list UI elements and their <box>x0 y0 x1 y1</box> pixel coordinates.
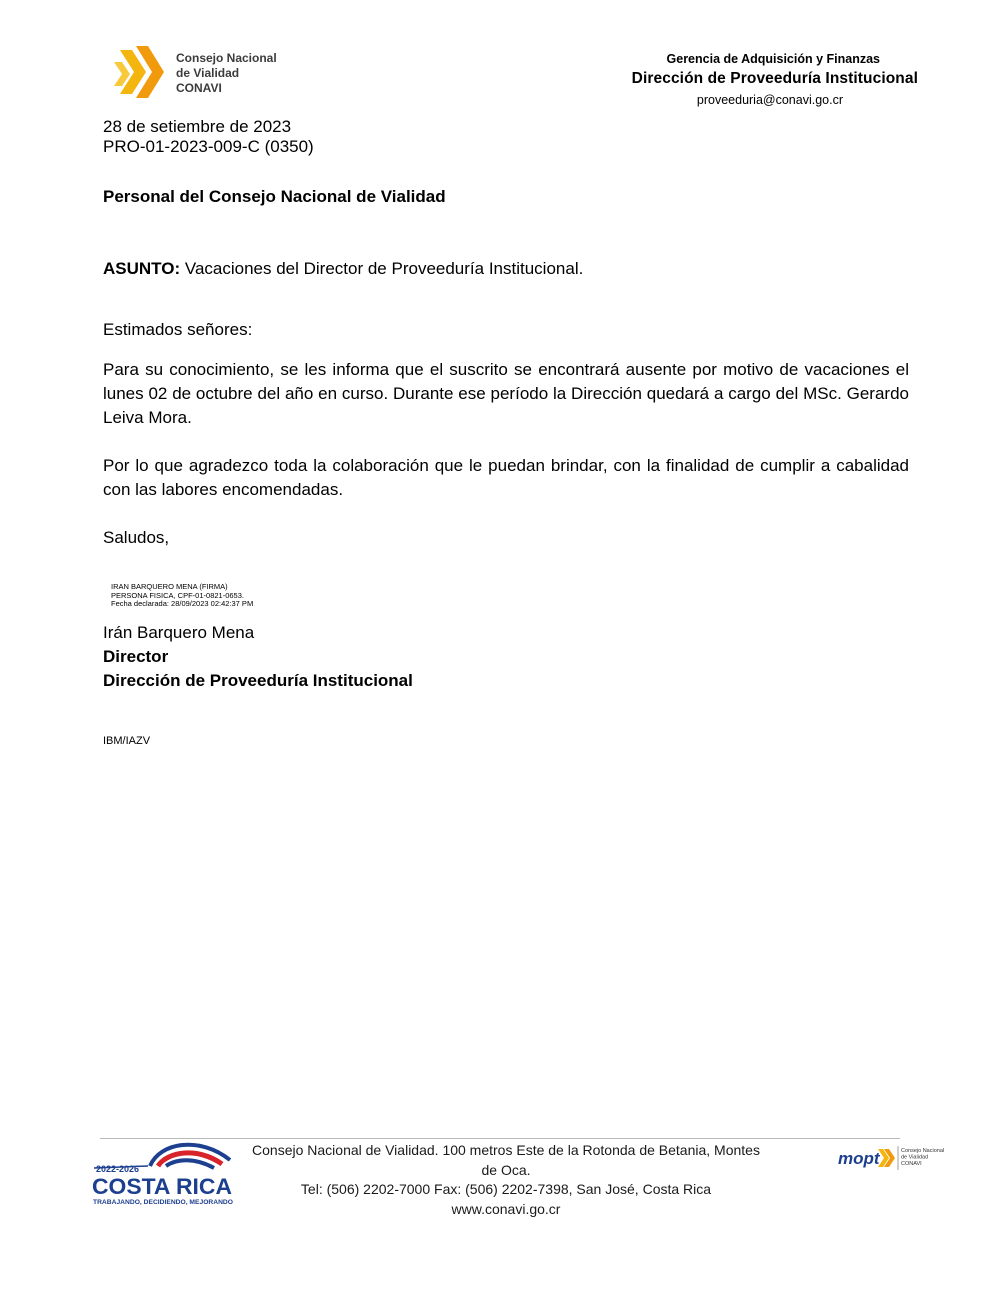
logo-line: Consejo Nacional <box>176 51 277 65</box>
footer-contact <box>246 1141 766 1219</box>
mopt-logo-icon <box>838 1143 948 1173</box>
mopt-logo-name: mopt <box>838 1149 880 1168</box>
contact-email: proveeduria@conavi.go.cr <box>696 93 843 107</box>
management-name: Gerencia de Adquisición y Finanzas <box>666 52 880 66</box>
footer-website: www.conavi.go.cr <box>451 1200 561 1217</box>
letter-paragraph-2: Por lo que agradezco toda la colaboración que le puedan brindar, con la finalidad de cumplir a cabalidad con las labores encomendadas. <box>103 456 909 499</box>
mopt-logo-line: Consejo Nacional <box>901 1148 945 1154</box>
digital-signature-stamp <box>111 583 253 609</box>
conavi-logo-text <box>176 51 277 96</box>
cr-logo-name: COSTA RICA <box>92 1174 233 1199</box>
costa-rica-logo-icon <box>90 1136 242 1208</box>
letter-subject <box>103 257 583 281</box>
letter-addressee: Personal del Consejo Nacional de Vialidad <box>103 187 446 206</box>
cr-logo-years: 2022-2026 <box>96 1164 140 1174</box>
direction-name: Dirección de Proveeduría Institucional <box>631 70 918 87</box>
mopt-logo-line: de Vialidad <box>901 1154 929 1161</box>
letter-reference: PRO-01-2023-009-C (0350) <box>103 137 314 156</box>
logo-line: de Vialidad <box>176 66 240 80</box>
signature-line: PERSONA FISICA, CPF-01-0821-0653. <box>111 590 244 600</box>
logo-line: CONAVI <box>176 81 222 95</box>
signature-line: Fecha declarada: 28/09/2023 02:42:37 PM <box>111 599 254 608</box>
header-department-block <box>632 52 918 107</box>
signer-name: Irán Barquero Mena <box>103 623 255 642</box>
signer-department: Dirección de Proveeduría Institucional <box>103 671 413 690</box>
letter-date: 28 de setiembre de 2023 <box>103 117 292 136</box>
footer-phone: Tel: (506) 2202-7000 Fax: (506) 2202-7398, San José, Costa Rica <box>300 1181 712 1197</box>
typist-initials: IBM/IAZV <box>103 735 151 747</box>
cr-logo-tagline: TRABAJANDO, DECIDIENDO, MEJORANDO <box>93 1199 233 1206</box>
letter-greeting: Estimados señores: <box>103 320 253 339</box>
subject-text: Vacaciones del Director de Proveeduría Institucional. <box>180 259 584 278</box>
subject-label: ASUNTO: <box>103 259 181 278</box>
mopt-logo-line: CONAVI <box>901 1161 922 1167</box>
letter-closing: Saludos, <box>103 528 170 547</box>
footer-address: Consejo Nacional de Vialidad. 100 metros Este de la Rotonda de Betania, Montes de Oca. <box>252 1142 760 1178</box>
letter-paragraph-1: Para su conocimiento, se les informa que el suscrito se encontrará ausente por motivo de vacaciones el lunes 02 de octubre del año en curso. Durante ese período la Dirección quedará a cargo del MSc. Gerardo Leiva Mora. <box>103 360 909 427</box>
signature-line: IRAN BARQUERO MENA (FIRMA) <box>111 582 228 591</box>
conavi-logo-icon <box>112 44 172 104</box>
signer-title: Director <box>103 647 169 666</box>
